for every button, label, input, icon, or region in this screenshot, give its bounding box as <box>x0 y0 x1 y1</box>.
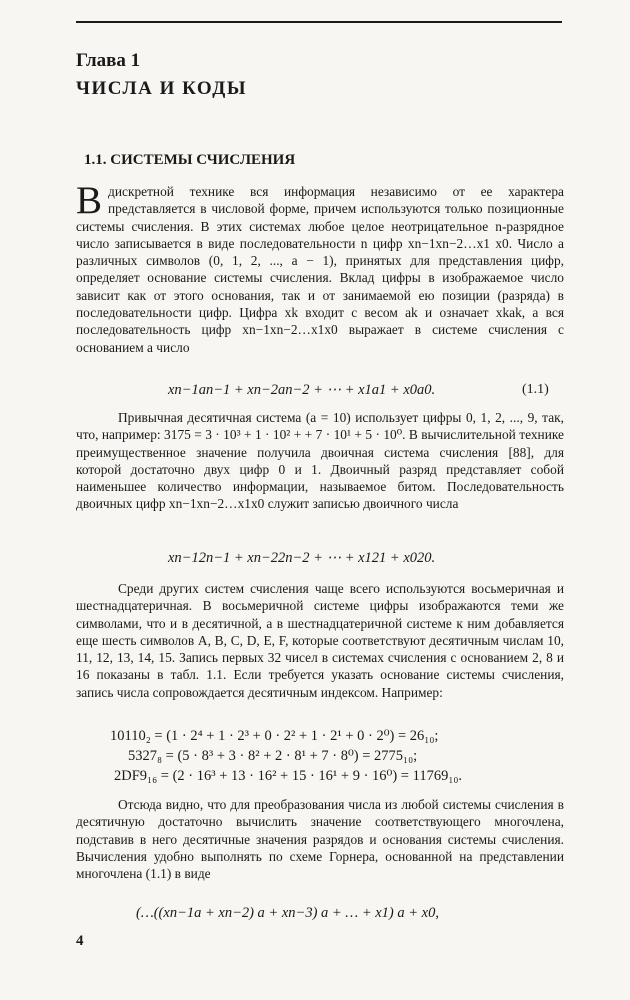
section-title: 1.1. СИСТЕМЫ СЧИСЛЕНИЯ <box>84 152 296 168</box>
paragraph-2: Привычная десятичная система (a = 10) использует цифры 0, 1, 2, ..., 9, так, что, например: 3175 = 3 · 10³ + 1 · 10² + + 7 · 10¹ + 5 · 10⁰. В вычислительной технике преимущественное значение получила двоичная система счисления [88], для которой достаточно двух цифр 0 и 1. Двоичный разряд представляет собой наименьшее количество информации, называемое битом. Последовательность двоичных цифр xn−1xn−2…x1x0 служит записью двоичного числа <box>76 410 564 512</box>
formula-1-1 <box>168 382 435 399</box>
paragraph-1 <box>76 179 564 356</box>
formula-binary-sum: xn−12n−1 + xn−22n−2 + ⋯ + x121 + x020. <box>168 550 436 566</box>
drop-cap: В <box>76 179 103 222</box>
paragraph-3: Среди других систем счисления чаще всего используются восьмеричная и шестнадцатеричная. В восьмеричной системе цифры изображаются теми же символами, что и в десятичной, а в шестнадцатеричной системе к ним добавляется еще шесть символов A, B, C, D, E, F, которые соответствуют десятичным числам 10, 11, 12, 13, 14, 15. Запись первых 32 чисел в системах счисления с основанием 2, 8 и 16 показаны в табл. 1.1. Если требуется указать основание системы счисления, запись числа сопровождается десятичным индексом. Например: <box>76 581 564 700</box>
formula-1-1-number: (1.1) <box>522 382 549 397</box>
paragraph-1-text: дискретной технике вся информация независимо от ее характера представляется в числовой форме, причем используются только позиционные системы счисления. В этих системах любое целое неотрицательное n-разрядное число записывается в виде последовательности n цифр xn−1xn−2…x1 x0. Число a различных символов (0, 1, 2, ..., a − 1), принятых для представления цифр, определяет основание системы счисления. Вклад цифры в изображаемое число зависит как от этого основания, так и от занимаемой ею позиции (разряда) в последовательности цифр. Цифра xk входит с весом ak и означает xkak, а вся последовательность цифр xn−1xn−2…x1x0 выражает в системе счисления с основанием a число <box>76 184 564 355</box>
example-octal: 5327₈ = (5 · 8³ + 3 · 8² + 2 · 8¹ + 7 · 8⁰) = 2775₁₀; <box>128 748 418 764</box>
paragraph-4: Отсюда видно, что для преобразования числа из любой системы счисления в десятичную достаточно вычислить значение соответствующего многочлена, подставив в него десятичные значения разрядов и основания системы счисления. Вычисления удобно выполнять по схеме Горнера, основанной на представлении многочлена (1.1) в виде <box>76 797 564 882</box>
top-rule <box>76 21 562 23</box>
example-hex: 2DF9₁₆ = (2 · 16³ + 13 · 16² + 15 · 16¹ + 9 · 16⁰) = 11769₁₀. <box>114 768 463 784</box>
example-binary: 10110₂ = (1 · 2⁴ + 1 · 2³ + 0 · 2² + 1 · 2¹ + 0 · 2⁰) = 26₁₀; <box>110 728 439 744</box>
formula-horner: (…((xn−1a + xn−2) a + xn−3) a + … + x1) a + x0, <box>136 905 439 921</box>
chapter-title: ЧИСЛА И КОДЫ <box>76 78 247 99</box>
chapter-label: Глава 1 <box>76 50 141 71</box>
formula-1-1-text: xn−1an−1 + xn−2an−2 + ⋯ + x1a1 + x0a0. <box>168 382 436 398</box>
page-number: 4 <box>76 933 84 949</box>
